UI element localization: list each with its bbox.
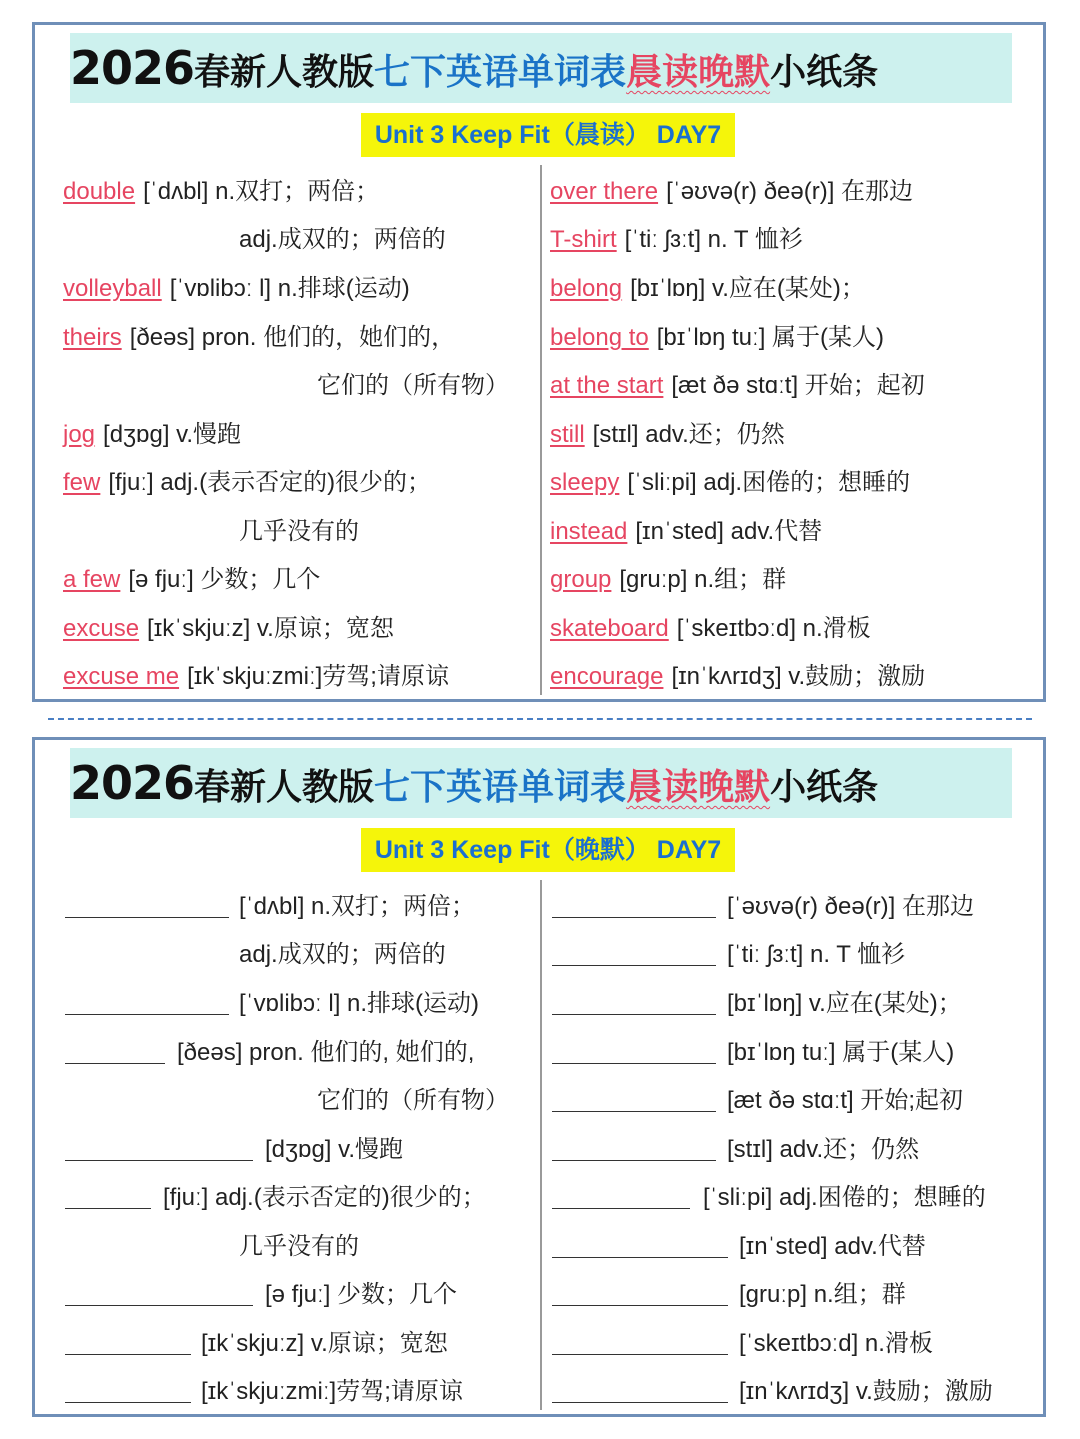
vocab-word: belong to: [550, 324, 649, 351]
vocab-definition: 它们的（所有物）: [317, 372, 509, 399]
vocab-word: skateboard: [550, 615, 669, 642]
vocab-definition: [ˈtiː ʃɜːt] n. T 恤衫: [727, 941, 906, 968]
answer-blank[interactable]: [65, 1208, 151, 1209]
vocab-definition: [ˈsliːpi] adj.困倦的；想睡的: [703, 1184, 986, 1211]
answer-blank[interactable]: [65, 1063, 165, 1064]
answer-blank[interactable]: [65, 1160, 253, 1161]
vocab-definition: [dʒɒg] v.慢跑: [103, 421, 242, 448]
column-divider: [540, 880, 542, 1410]
vocab-row: [63, 176, 379, 208]
vocab-row: [239, 988, 479, 1020]
vocab-word: a few: [63, 566, 121, 593]
vocab-word: encourage: [550, 663, 664, 690]
unit-subtitle: Unit 3 Keep Fit（晚默） DAY7: [361, 828, 735, 872]
vocab-word: double: [63, 178, 136, 205]
vocab-row: [550, 322, 884, 354]
vocab-definition: [ˈəʊvə(r) ðeə(r)] 在那边: [666, 178, 914, 205]
evening-card: [32, 737, 1046, 1417]
vocab-word: few: [63, 469, 101, 496]
answer-blank[interactable]: [552, 1305, 728, 1306]
title-year: 2026: [70, 41, 195, 95]
answer-blank[interactable]: [65, 1354, 191, 1355]
vocab-row: [63, 467, 431, 499]
vocab-definition: 几乎没有的: [239, 1233, 359, 1260]
title-part2: 七下英语单词表: [374, 52, 627, 93]
vocab-row: [550, 370, 925, 402]
vocab-row: [727, 939, 905, 971]
vocab-row: [177, 1037, 474, 1069]
answer-blank[interactable]: [65, 917, 229, 918]
vocab-definition: [fjuː] adj.(表示否定的)很少的；: [163, 1184, 486, 1211]
title-part4: 小纸条: [770, 767, 879, 808]
unit-subtitle: Unit 3 Keep Fit（晨读） DAY7: [361, 113, 735, 157]
vocab-definition: [gruːp] n.组；群: [739, 1281, 906, 1308]
vocab-row: [727, 891, 974, 923]
vocab-word: volleyball: [63, 275, 162, 302]
vocab-definition: [æt ðə stɑːt] 开始；起初: [671, 372, 925, 399]
answer-blank[interactable]: [552, 1402, 728, 1403]
vocab-row: [265, 1134, 403, 1166]
vocab-definition: [bɪˈlɒŋ tuː] 属于(某人): [727, 1039, 955, 1066]
vocab-row: [550, 661, 925, 693]
vocab-word: at the start: [550, 372, 664, 399]
vocab-row: [550, 564, 786, 596]
vocab-row: [727, 1085, 963, 1117]
vocab-row: [550, 224, 803, 256]
title-part3: 晨读晚默: [626, 52, 771, 93]
vocab-word: theirs: [63, 324, 122, 351]
vocab-row: [727, 1037, 954, 1069]
title-part4: 小纸条: [770, 52, 879, 93]
vocab-row-continued: [239, 224, 446, 256]
answer-blank[interactable]: [552, 1354, 728, 1355]
vocab-row: [63, 419, 241, 451]
answer-blank[interactable]: [552, 1160, 716, 1161]
vocab-row: [703, 1182, 986, 1214]
title-part3: 晨读晚默: [626, 767, 771, 808]
page-title: [70, 748, 1012, 818]
vocab-word: group: [550, 566, 612, 593]
vocab-row: [739, 1231, 926, 1263]
vocab-row: [550, 613, 871, 645]
vocab-definition: [ɪkˈskjuːzmiː]劳驾;请原谅: [187, 663, 449, 690]
vocab-definition: [bɪˈlɒŋ] v.应在(某处)；: [727, 990, 962, 1017]
vocab-row: [550, 273, 865, 305]
morning-card: [32, 22, 1046, 702]
vocab-definition: [stɪl] adv.还；仍然: [592, 421, 785, 448]
vocab-row: [727, 988, 962, 1020]
vocab-definition: [ˈvɒlibɔː l] n.排球(运动): [169, 275, 410, 302]
vocab-row: [739, 1279, 906, 1311]
vocab-row: [739, 1376, 993, 1408]
vocab-definition: [ə fjuː] 少数；几个: [128, 566, 321, 593]
vocab-definition: [bɪˈlɒŋ tuː] 属于(某人): [656, 324, 885, 351]
vocab-word: instead: [550, 518, 628, 545]
vocab-definition: [ðeəs] pron. 他们的，她们的，: [129, 324, 456, 351]
vocab-definition: [ˈdʌbl] n.双打；两倍；: [239, 893, 476, 920]
vocab-row-continued: [317, 370, 509, 402]
vocab-definition: [ˈskeɪtbɔːd] n.滑板: [739, 1330, 933, 1357]
vocab-row: [63, 613, 394, 645]
vocab-row: [550, 516, 822, 548]
vocab-word: excuse me: [63, 663, 180, 690]
vocab-definition: [ə fjuː] 少数；几个: [265, 1281, 458, 1308]
vocab-definition: [fjuː] adj.(表示否定的)很少的；: [108, 469, 432, 496]
vocab-row-continued: [239, 516, 359, 548]
vocab-row: [201, 1376, 463, 1408]
vocab-row: [550, 176, 913, 208]
answer-blank[interactable]: [552, 1014, 716, 1015]
answer-blank[interactable]: [65, 1014, 229, 1015]
vocab-definition: [æt ðə stɑːt] 开始;起初: [727, 1087, 964, 1114]
vocab-row: [63, 661, 449, 693]
vocab-word: over there: [550, 178, 659, 205]
vocab-definition: [ɪnˈkʌrɪdʒ] v.鼓励；激励: [671, 663, 926, 690]
answer-blank[interactable]: [65, 1402, 191, 1403]
answer-blank[interactable]: [552, 965, 716, 966]
vocab-definition: [ˈsliːpi] adj.困倦的；想睡的: [627, 469, 911, 496]
answer-blank[interactable]: [65, 1305, 253, 1306]
vocab-definition: [dʒɒg] v.慢跑: [265, 1136, 404, 1163]
vocab-word: excuse: [63, 615, 140, 642]
vocab-definition: [ɪnˈsted] adv.代替: [739, 1233, 926, 1260]
vocab-row-continued: [239, 1231, 359, 1263]
page-title: [70, 33, 1012, 103]
title-year: 2026: [70, 756, 195, 810]
answer-blank[interactable]: [552, 917, 716, 918]
vocab-definition: [ɪnˈsted] adv.代替: [635, 518, 823, 545]
vocab-word: jog: [63, 421, 96, 448]
answer-blank[interactable]: [552, 1257, 728, 1258]
vocab-definition: [ðeəs] pron. 他们的, 她们的,: [177, 1039, 475, 1066]
vocab-definition: 几乎没有的: [239, 518, 359, 545]
title-part1: 春新人教版: [194, 52, 375, 93]
vocab-word: sleepy: [550, 469, 620, 496]
vocab-definition: [gruːp] n.组；群: [619, 566, 787, 593]
vocab-row: [727, 1134, 919, 1166]
vocab-row-continued: [239, 939, 446, 971]
answer-blank[interactable]: [552, 1208, 690, 1209]
vocab-row: [63, 273, 410, 305]
vocab-row: [163, 1182, 486, 1214]
vocab-row: [239, 891, 475, 923]
vocab-definition: [ˈvɒlibɔː l] n.排球(运动): [239, 990, 480, 1017]
vocab-row: [550, 467, 910, 499]
vocab-row: [739, 1328, 933, 1360]
vocab-definition: [stɪl] adv.还；仍然: [727, 1136, 920, 1163]
answer-blank[interactable]: [552, 1111, 716, 1112]
column-divider: [540, 165, 542, 695]
vocab-definition: [ˈskeɪtbɔːd] n.滑板: [676, 615, 871, 642]
vocab-definition: [ˈəʊvə(r) ðeə(r)] 在那边: [727, 893, 974, 920]
title-part2: 七下英语单词表: [374, 767, 627, 808]
title-part1: 春新人教版: [194, 767, 375, 808]
vocab-row-continued: [317, 1085, 509, 1117]
vocab-definition: [ɪnˈkʌrɪdʒ] v.鼓励；激励: [739, 1378, 993, 1405]
vocab-definition: [ˈtiː ʃɜːt] n. T 恤衫: [624, 226, 803, 253]
vocab-word: T-shirt: [550, 226, 617, 253]
vocab-row: [63, 322, 455, 354]
vocab-definition: [ɪkˈskjuːzmiː]劳驾;请原谅: [201, 1378, 463, 1405]
vocab-row: [201, 1328, 448, 1360]
vocab-row: [63, 564, 320, 596]
vocab-definition: [ɪkˈskjuːz] v.原谅；宽恕: [201, 1330, 448, 1357]
answer-blank[interactable]: [552, 1063, 716, 1064]
cut-line: [48, 718, 1032, 720]
vocab-definition: adj.成双的；两倍的: [239, 941, 446, 968]
vocab-row: [265, 1279, 457, 1311]
vocab-definition: 它们的（所有物）: [317, 1087, 509, 1114]
vocab-definition: [bɪˈlɒŋ] v.应在(某处)；: [630, 275, 865, 302]
vocab-definition: [ɪkˈskjuːz] v.原谅；宽恕: [147, 615, 394, 642]
vocab-definition: [ˈdʌbl] n.双打；两倍；: [143, 178, 380, 205]
vocab-definition: adj.成双的；两倍的: [239, 226, 446, 253]
vocab-row: [550, 419, 785, 451]
vocab-word: belong: [550, 275, 623, 302]
vocab-word: still: [550, 421, 585, 448]
